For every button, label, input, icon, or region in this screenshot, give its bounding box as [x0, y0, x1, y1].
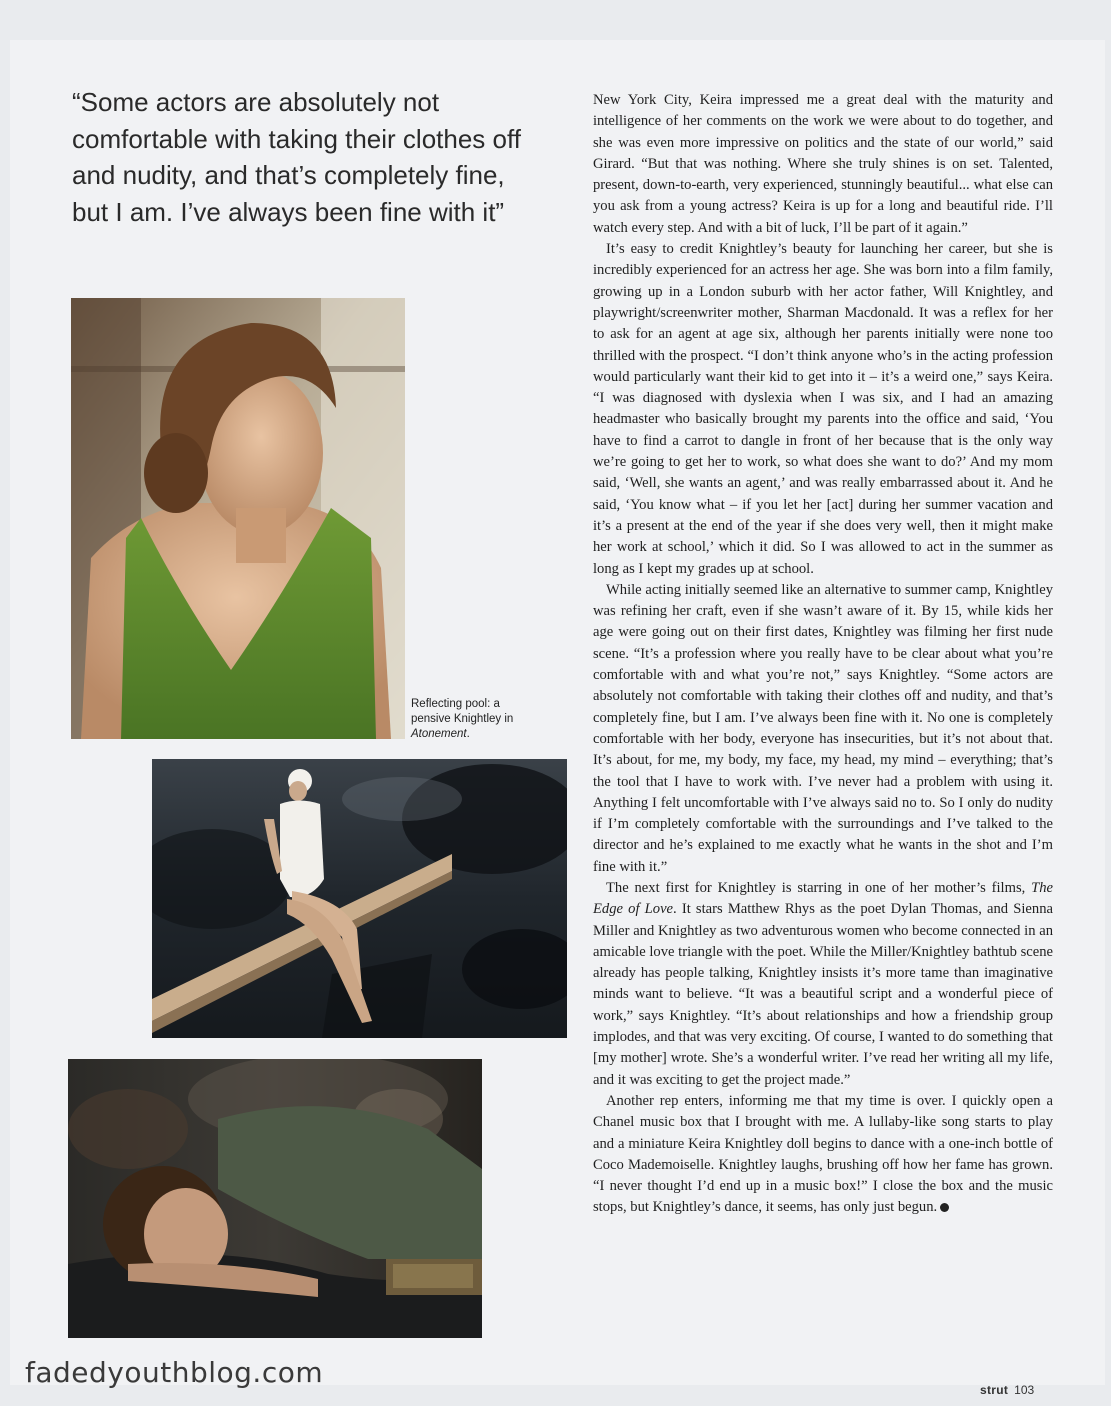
article-body [593, 90, 1053, 1219]
caption-lead: Reflecting pool: a pensive Knightley in [411, 698, 514, 725]
article-paragraph-4-rest: . It stars Matthew Rhys as the poet Dylan Thomas, and Sienna Miller and Knightley as two adventurous women who become connected in an amicable love triangle with the poet. While the Miller/Knightley bathtub scene already has people talking, Knightley insists it’s more tame than imaginative minds want to believe. “It was a beautiful script and a wonderful piece of work,” says Knightley. “It’s about relationships and how a friendship group implodes, and that was very exciting. Of course, I wanted to do something that [my mother] wrote. She’s a wonderful writer. I’ve read her writing all my life, and it was exciting to get the project made.” [593, 901, 1053, 1088]
film-title-edge-of-love: The Edge of Love [593, 879, 1053, 918]
article-paragraph-3: While acting initially seemed like an alternative to summer camp, Knightley was refining her craft, even if she wasn’t aware of it. By 15, while kids her age were going out on their first dates, Knightley was filming her first nude scene. “It’s a profession where you really have to be clear about what you’re comfortable with and what you’re not,” says Knightley. “Some actors are absolutely not comfortable with taking their clothes off and nudity, and that’s completely fine, but I am. I’ve always been fine with it. No one is completely comfortable with her body, everyone has insecurities, but it’s not about that. It’s about, for me, my body, my face, my head, my mind – everything; that’s the tool that I have to work with. I’ve never had a problem with using it. Anything I felt uncomfortable with I’ve always said no to. So I only do nudity if I’m completely comfortable with the surroundings and I’ve talked to the director and he’s explained to me exactly what he wants in the shot and I’m fine with it.” [593, 581, 1053, 875]
article-paragraph-1: New York City, Keira impressed me a great deal with the maturity and intelligence of her comments on the work we were about to do together, and she was even more impressive on politics and the state of our world,” said Girard. “But that was nothing. Where she truly shines is on set. Talented, present, down-to-earth, very experienced, stunningly beautiful... what else can you ask from a young actress? Keira is up for a long and beautiful ride. I’ll watch every step. And with a bit of luck, I’ll be part of it again.” [593, 92, 1053, 236]
page-folio [980, 1383, 1034, 1397]
article-paragraph-4-lead: The next first for Knightley is starring in one of her mother’s films, [606, 879, 1032, 896]
pull-quote: “Some actors are absolutely not comfortable with taking their clothes off and nudity, and that’s completely fine, but I am. I’ve always been fine with it” [72, 87, 521, 227]
end-mark-icon [940, 1203, 949, 1212]
article-paragraph-2: It’s easy to credit Knightley’s beauty for launching her career, but she is incredibly experienced for an actress her age. She was born into a film family, growing up in a London suburb with her actor father, Will Knightley, and playwright/screenwriter mother, Sharman Macdonald. It was a reflex for her to ask for an agent at age six, although her parents initially were none too thrilled with the prospect. “I don’t think anyone who’s in the acting profession would particularly want their kid to get into it – it’s a weird one,” says Keira. “I was diagnosed with dyslexia when I was six, and I had an amazing headmaster who basically brought my parents into the office and said, ‘You have to find a carrot to dangle in front of her because that is the only way we’re going to get her to work, so what does she want to do?’ And my mom said, ‘Well, she wants an agent,’ and was really embarrassed about it. And he said, ‘You know what – if you let her [act] during her summer vacation and it’s a present at the end of the year if she does very well, then it might make her work at school,’ which it did. So I was allowed to act in the summer as long as I kept my grades up at school. [593, 241, 1053, 577]
article-paragraph-4 [593, 878, 1053, 1091]
page-number: 103 [1014, 1383, 1035, 1397]
article-paragraph-5-text: Another rep enters, informing me that my time is over. I quickly open a Chanel music box that I brought with me. A lullaby-like song starts to play and a miniature Keira Knightley doll begins to dance with a one-inch bottle of Coco Mademoiselle. Knightley laughs, brushing off how her fame has grown. “I never thought I’d end up in a music box!” I close the box and the music stops, but Knightley’s dance, it seems, has only just begun. [593, 1092, 1053, 1216]
magazine-brand: strut [980, 1383, 1009, 1397]
photo-portrait-green-dress [71, 298, 405, 739]
article-paragraph-5 [593, 1091, 1053, 1219]
caption-film-title: Atonement [411, 728, 467, 740]
caption-end: . [466, 728, 470, 740]
photo-lying-down [68, 1059, 482, 1338]
watermark: fadedyouthblog.com [25, 1356, 324, 1389]
photo-caption [411, 697, 529, 742]
photo-diving-board [152, 759, 567, 1038]
